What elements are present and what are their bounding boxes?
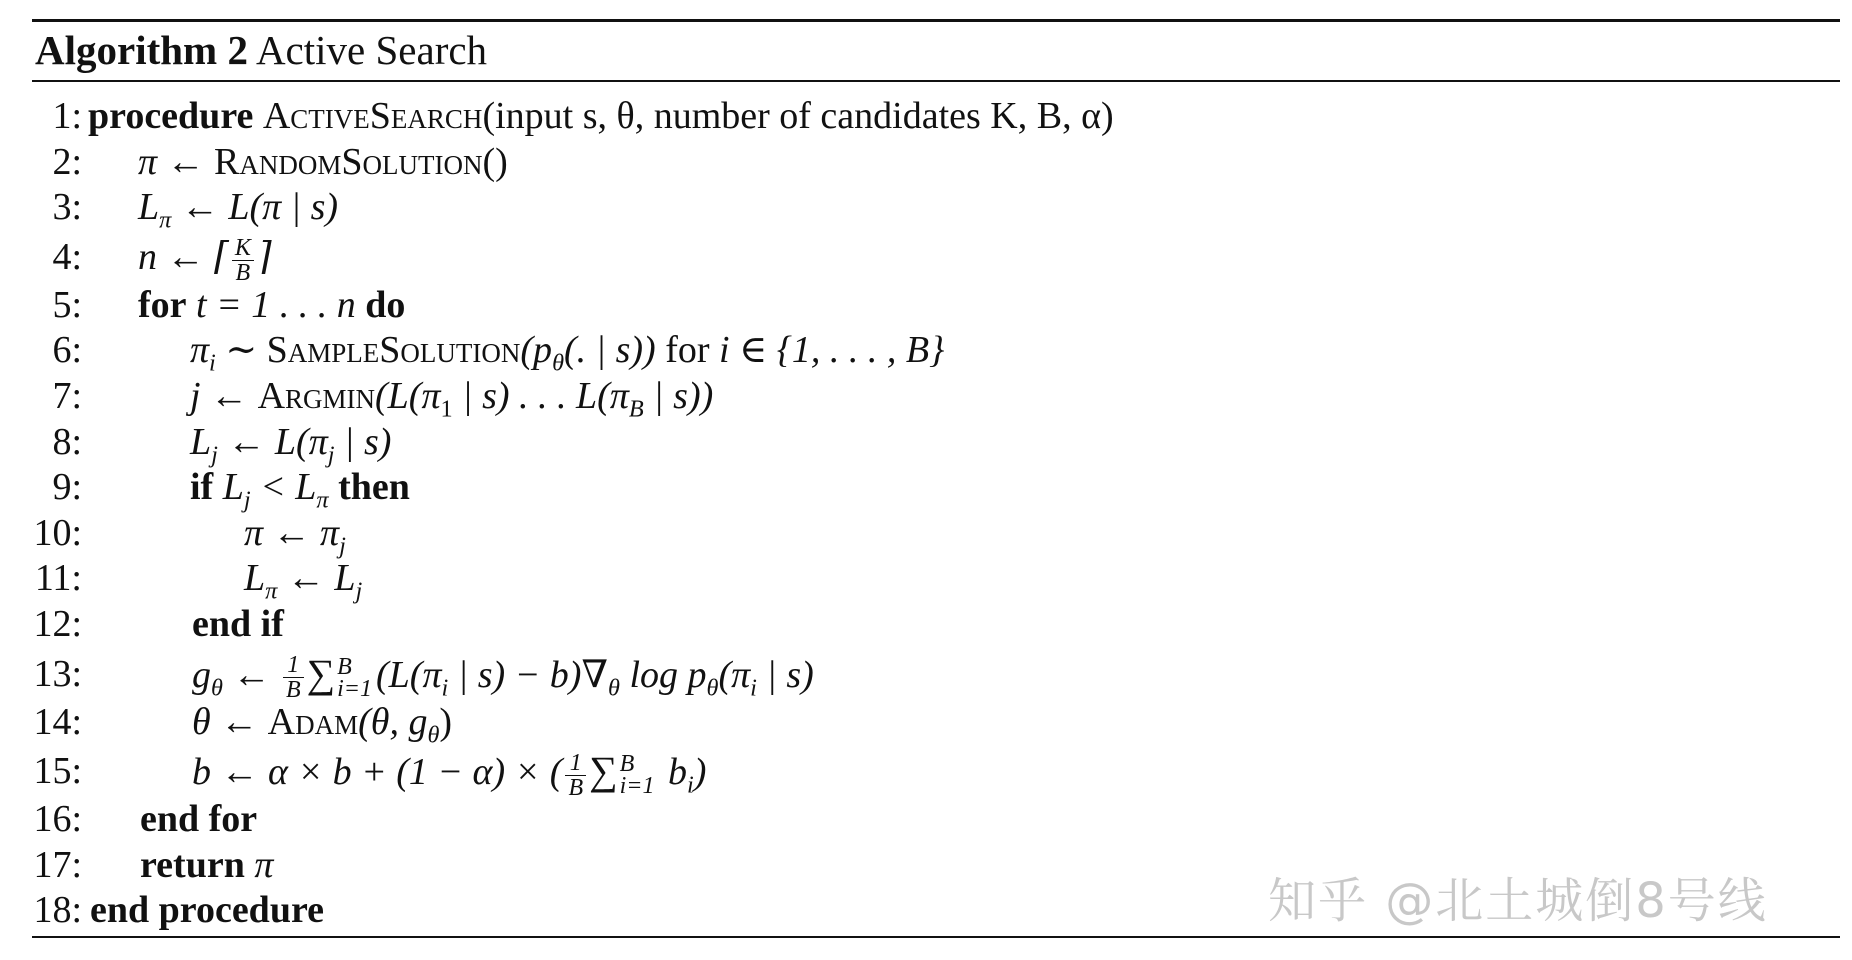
math-subscript: j xyxy=(355,577,363,605)
summation-upper: B xyxy=(337,653,352,680)
algorithm-line xyxy=(0,185,1852,234)
function-name: SampleSolution xyxy=(266,329,521,372)
math: ) xyxy=(439,700,453,743)
math: | s) xyxy=(334,420,392,463)
function-name: RandomSolution xyxy=(214,140,483,183)
function-name: Adam xyxy=(267,700,359,743)
math: ← L(π xyxy=(217,420,328,463)
math-subscript: θ xyxy=(552,349,565,377)
algorithm-line xyxy=(0,648,1852,704)
summation-sign: ∑ xyxy=(306,650,336,696)
keyword-end-procedure: end procedure xyxy=(90,889,324,932)
summation-limits xyxy=(337,653,373,702)
math: (L(π xyxy=(376,653,442,696)
line-number: 17: xyxy=(33,843,82,886)
algorithm-label: Algorithm 2 xyxy=(35,27,248,73)
algorithm-title: Active Search xyxy=(255,27,488,73)
math: L xyxy=(138,186,160,229)
line-number: 9: xyxy=(52,466,82,509)
summation-limits xyxy=(619,751,655,800)
math: | s) − b)∇ xyxy=(448,653,608,696)
keyword-if: if xyxy=(190,466,214,509)
math: (. | s)) xyxy=(564,329,666,372)
algorithm-line xyxy=(0,602,1852,648)
math: (L(π xyxy=(375,374,441,417)
line-number: 1: xyxy=(52,95,82,137)
math: π xyxy=(190,329,210,372)
keyword-end-if: end if xyxy=(192,602,284,645)
math: n ← ⌈ xyxy=(138,235,229,278)
math: g xyxy=(192,653,211,696)
math-subscript: B xyxy=(628,395,644,423)
keyword-for: for xyxy=(138,283,187,326)
algorithm-line xyxy=(0,420,1852,469)
math: | s) . . . L(π xyxy=(452,374,629,417)
math: b ← α × b + (1 − α) × ( xyxy=(192,751,563,794)
fraction-numerator: K xyxy=(232,236,254,261)
math-subscript: j xyxy=(327,441,335,469)
math-subscript: π xyxy=(159,206,172,234)
math: π ← xyxy=(138,140,215,183)
algorithm-caption xyxy=(35,24,487,76)
watermark: 知乎 @北土城倒8号线 xyxy=(1268,873,1768,929)
fraction xyxy=(283,653,304,702)
math: t = 1 . . . n xyxy=(186,283,366,326)
procedure-name: ActiveSearch xyxy=(262,95,483,137)
math: L xyxy=(213,466,244,509)
math-subscript: θ xyxy=(427,721,440,749)
bottom-rule xyxy=(32,936,1840,938)
math: ⌉ xyxy=(256,235,272,278)
top-rule xyxy=(32,19,1840,22)
line-number: 3: xyxy=(52,186,82,229)
math: ∼ xyxy=(215,329,267,372)
line-number: 13: xyxy=(33,652,82,695)
algorithm-line xyxy=(0,328,1852,377)
math: ← L(π | s) xyxy=(171,186,339,229)
math: () xyxy=(482,140,508,183)
line-number: 12: xyxy=(33,602,82,645)
fraction xyxy=(565,751,586,800)
fraction-denominator: B xyxy=(285,677,301,704)
fraction-denominator: B xyxy=(568,774,584,801)
math-subscript: i xyxy=(441,674,449,702)
algorithm-line xyxy=(0,700,1852,749)
math: (π xyxy=(718,653,751,696)
algorithm-line xyxy=(0,465,1852,514)
line-number: 7: xyxy=(52,374,82,417)
algorithm-line xyxy=(0,140,1852,186)
algorithm-line xyxy=(0,797,1852,843)
keyword-return: return xyxy=(140,843,245,886)
fraction-numerator: 1 xyxy=(565,751,586,776)
text: for xyxy=(665,329,710,372)
procedure-args: (input s, θ, number of candidates K, B, α) xyxy=(482,95,1114,137)
summation-lower: i=1 xyxy=(619,773,655,800)
math: < L xyxy=(250,466,317,509)
keyword-then: then xyxy=(328,466,410,509)
math-subscript: 1 xyxy=(440,395,453,423)
math: (p xyxy=(520,329,553,372)
math-subscript: i xyxy=(750,674,757,702)
math: ) xyxy=(693,751,707,794)
math: b xyxy=(658,751,687,794)
math: L xyxy=(190,420,212,463)
math: L xyxy=(244,557,266,600)
math: | s)) xyxy=(643,374,714,417)
math-subscript: θ xyxy=(607,674,620,702)
math-subscript: j xyxy=(243,486,251,514)
math-subscript: θ xyxy=(211,674,223,702)
line-number: 11: xyxy=(34,557,82,600)
caption-rule xyxy=(32,80,1840,82)
math: ← xyxy=(222,653,280,696)
math: | s) xyxy=(756,653,814,696)
math: j ← xyxy=(190,374,258,417)
keyword-procedure: procedure xyxy=(88,95,254,137)
line-number: 10: xyxy=(33,511,82,554)
algorithm-line xyxy=(0,374,1852,423)
math: i ∈ {1, . . . , B} xyxy=(709,329,945,372)
line-number: 16: xyxy=(33,798,82,841)
fraction-numerator: 1 xyxy=(283,653,304,678)
math: (θ, g xyxy=(358,700,428,743)
fraction-denominator: B xyxy=(235,259,251,286)
line-number: 14: xyxy=(33,700,82,743)
algorithm-line xyxy=(0,283,1852,329)
line-number: 4: xyxy=(52,235,82,278)
algorithm-line xyxy=(0,511,1852,560)
math-subscript: θ xyxy=(706,674,719,702)
line-number: 2: xyxy=(52,140,82,183)
math-subscript: j xyxy=(211,441,218,469)
line-number: 15: xyxy=(33,750,82,793)
math: π xyxy=(244,843,274,886)
keyword-do: do xyxy=(365,283,406,326)
math: θ ← xyxy=(192,700,268,743)
line-number: 18: xyxy=(33,889,82,932)
math: ← L xyxy=(277,557,356,600)
fraction xyxy=(232,236,254,285)
math-subscript: i xyxy=(687,771,694,799)
summation-upper: B xyxy=(619,751,635,778)
keyword-end-for: end for xyxy=(140,798,258,841)
math: π ← π xyxy=(244,511,340,554)
summation-sign: ∑ xyxy=(589,748,618,794)
algorithm-line xyxy=(0,94,1852,140)
math-subscript: π xyxy=(316,486,329,514)
algorithm-line xyxy=(0,745,1852,801)
algorithm-body xyxy=(0,94,1852,934)
math-subscript: j xyxy=(339,532,346,560)
algorithm-line xyxy=(0,556,1852,605)
summation-lower: i=1 xyxy=(337,675,373,702)
math: log p xyxy=(619,653,707,696)
line-number: 6: xyxy=(52,329,82,372)
line-number: 8: xyxy=(52,420,82,463)
math-subscript: i xyxy=(209,349,216,377)
function-name: Argmin xyxy=(257,374,376,417)
line-number: 5: xyxy=(52,283,82,326)
math-subscript: π xyxy=(265,577,278,605)
algorithm-line xyxy=(0,231,1852,286)
